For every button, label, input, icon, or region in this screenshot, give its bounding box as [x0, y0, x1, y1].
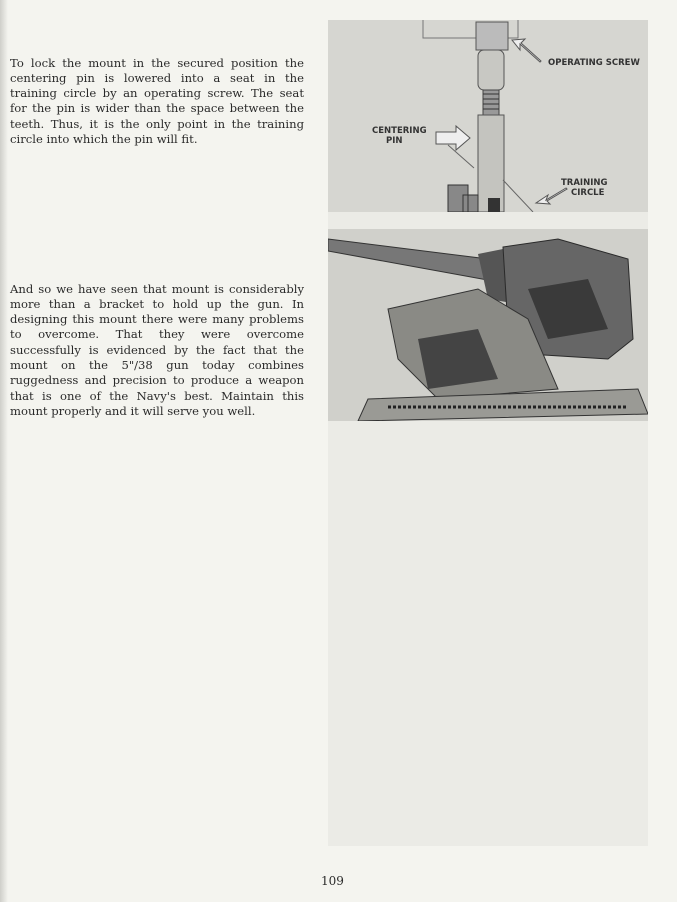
gun-mount-image	[328, 229, 648, 421]
centering-pin-diagram	[328, 20, 648, 212]
label-pin: PIN	[386, 136, 403, 146]
label-centering: CENTERING	[372, 126, 427, 136]
label-operating-screw: OPERATING SCREW	[548, 58, 640, 68]
page-number: 109	[321, 874, 344, 888]
label-circle: CIRCLE	[571, 188, 605, 198]
paragraph-conclusion: And so we have seen that mount is considerably more than a bracket to hold up the gun. In designing this mount there were many problems to overcome. That they were overcome successfully is evidenced by the fact that the mount on the 5"/38 gun today combines ruggedness and precision to produce a weapon that is one of the Navy's best. Maintain this mount properly and it will serve you well.	[10, 281, 304, 418]
page-edge-shadow	[0, 0, 8, 902]
gun-mount-photo	[328, 229, 648, 421]
label-training: TRAINING	[561, 178, 608, 188]
paragraph-centering-pin: To lock the mount in the secured position the centering pin is lowered into a seat in the training circle by an operating screw. The seat for the pin is wider than the space between the teeth. Thus, it is the only point in the training circle into which the pin will fit.	[10, 55, 304, 147]
